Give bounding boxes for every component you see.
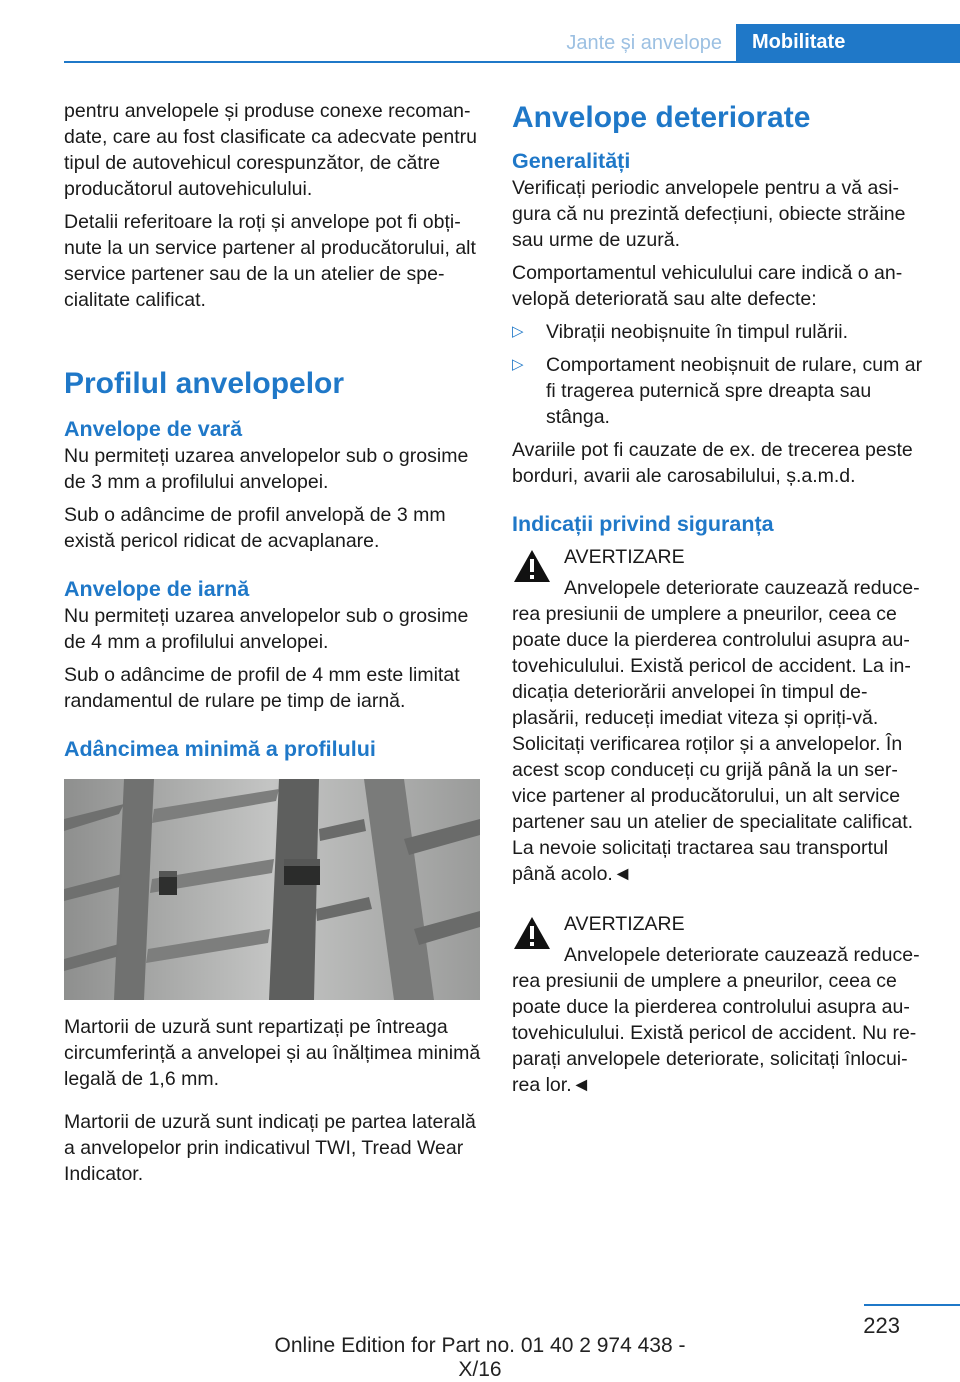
list-item <box>512 319 926 345</box>
list-item-text: Comportament neobișnuit de rulare, cum ar fi tragerea puternică spre dreapta sau stânga. <box>546 354 923 428</box>
right-column <box>512 98 926 1098</box>
page-number: 223 <box>863 1313 900 1338</box>
intro-paragraph-2: Detalii referitoare la roți și anvelope pot fi obținute la un service partener al producătorului, alt service partener sau de la un atelier de specialitate calificat. <box>64 211 476 311</box>
list-item-text: Vibrații neobișnuite în timpul rulării. <box>546 321 849 343</box>
general-paragraph-2: Comportamentul vehiculului care indică o anvelopă deteriorată sau alte defecte: <box>512 262 903 310</box>
summer-tires-heading: Anvelope de vară <box>64 417 243 441</box>
header-section-title: Jante și anvelope <box>566 32 722 54</box>
winter-paragraph-1: Nu permiteți uzarea anvelopelor sub o grosime de 4 mm a profilului anvelopei. <box>64 605 469 653</box>
damaged-tires-heading: Anvelope deteriorate <box>512 101 811 134</box>
profile-heading: Profilul anvelopelor <box>64 367 345 400</box>
footer-rule <box>864 1304 960 1306</box>
min-depth-heading: Adâncimea minimă a profilului <box>64 737 376 761</box>
general-paragraph-1: Verificați periodic anvelopele pentru a vă asigura că nu prezintă defecțiuni, obiecte străine sau urme de uzură. <box>512 177 906 251</box>
header-rule <box>64 61 960 63</box>
triangle-right-icon: ▷ <box>512 323 524 340</box>
warning-block-2 <box>512 911 926 1098</box>
triangle-right-icon: ▷ <box>512 356 524 373</box>
header-tab-mobilitate: Mobilitate <box>736 24 960 61</box>
general-paragraph-3: Avariile pot fi cauzate de ex. de trecerea peste borduri, avarii ale carosabilului, ș.a.m.d. <box>512 439 913 487</box>
warning-2-text: Anvelopele deteriorate cauzează reducerea presiunii de umplere a pneurilor, ceea ce poate duce la pierderea controlului asupra autovehiculului. Există pericol de accident. Nu reparați anvelopele deteriorate, solicitați înlocuirea lor.◄ <box>512 944 920 1096</box>
general-heading: Generalități <box>512 149 631 173</box>
edition-footer: Online Edition for Part no. 01 40 2 974 438 - X/16 <box>274 1334 686 1381</box>
after-image-paragraph-2: Martorii de uzură sunt indicați pe partea laterală a anvelopelor prin indicativul TWI, Tread Wear Indicator. <box>64 1111 476 1185</box>
safety-heading: Indicații privind siguranța <box>512 512 774 536</box>
winter-paragraph-2: Sub o adâncime de profil de 4 mm este limitat randamentul de rulare pe timp de iarnă. <box>64 664 460 712</box>
list-item <box>512 352 926 430</box>
warning-triangle-icon <box>512 915 552 951</box>
after-image-paragraph-1: Martorii de uzură sunt repartizați pe întreaga circumferință a anvelopei și au înălțimea minimă legală de 1,6 mm. <box>64 1016 481 1090</box>
warning-1-title: AVERTIZARE <box>564 546 685 568</box>
winter-tires-heading: Anvelope de iarnă <box>64 577 250 601</box>
summer-paragraph-1: Nu permiteți uzarea anvelopelor sub o grosime de 3 mm a profilului anvelopei. <box>64 445 469 493</box>
warning-triangle-icon <box>512 548 552 584</box>
warning-block-1 <box>512 544 926 887</box>
warning-2-title: AVERTIZARE <box>564 913 685 935</box>
left-column <box>64 98 482 1194</box>
intro-paragraph-1: pentru anvelopele și produse conexe recomandate, care au fost clasificate ca adecvate pentru tipul de autovehicul corespunzător, de către producătorul autovehiculului. <box>64 100 477 200</box>
warning-1-text: Anvelopele deteriorate cauzează reducerea presiunii de umplere a pneurilor, ceea ce poate duce la pierderea controlului asupra autovehiculului. Există pericol de accident. La indicația deteriorării anvelopei în timpul deplasării, reduceți imediat viteza și opriți-vă. Solicitați verificarea roților și a anvelopelor. În acest scop conduceți cu grijă până la un service partener al producătorului, un alt service partener sau un atelier de specialitate calificat. La nevoie solicitați tractarea sau transportul până acolo.◄ <box>512 577 920 885</box>
summer-paragraph-2: Sub o adâncime de profil anvelopă de 3 mm există pericol ridicat de acvaplanare. <box>64 504 446 552</box>
tread-wear-indicator-photo <box>64 779 480 1000</box>
symptom-list <box>512 319 926 430</box>
